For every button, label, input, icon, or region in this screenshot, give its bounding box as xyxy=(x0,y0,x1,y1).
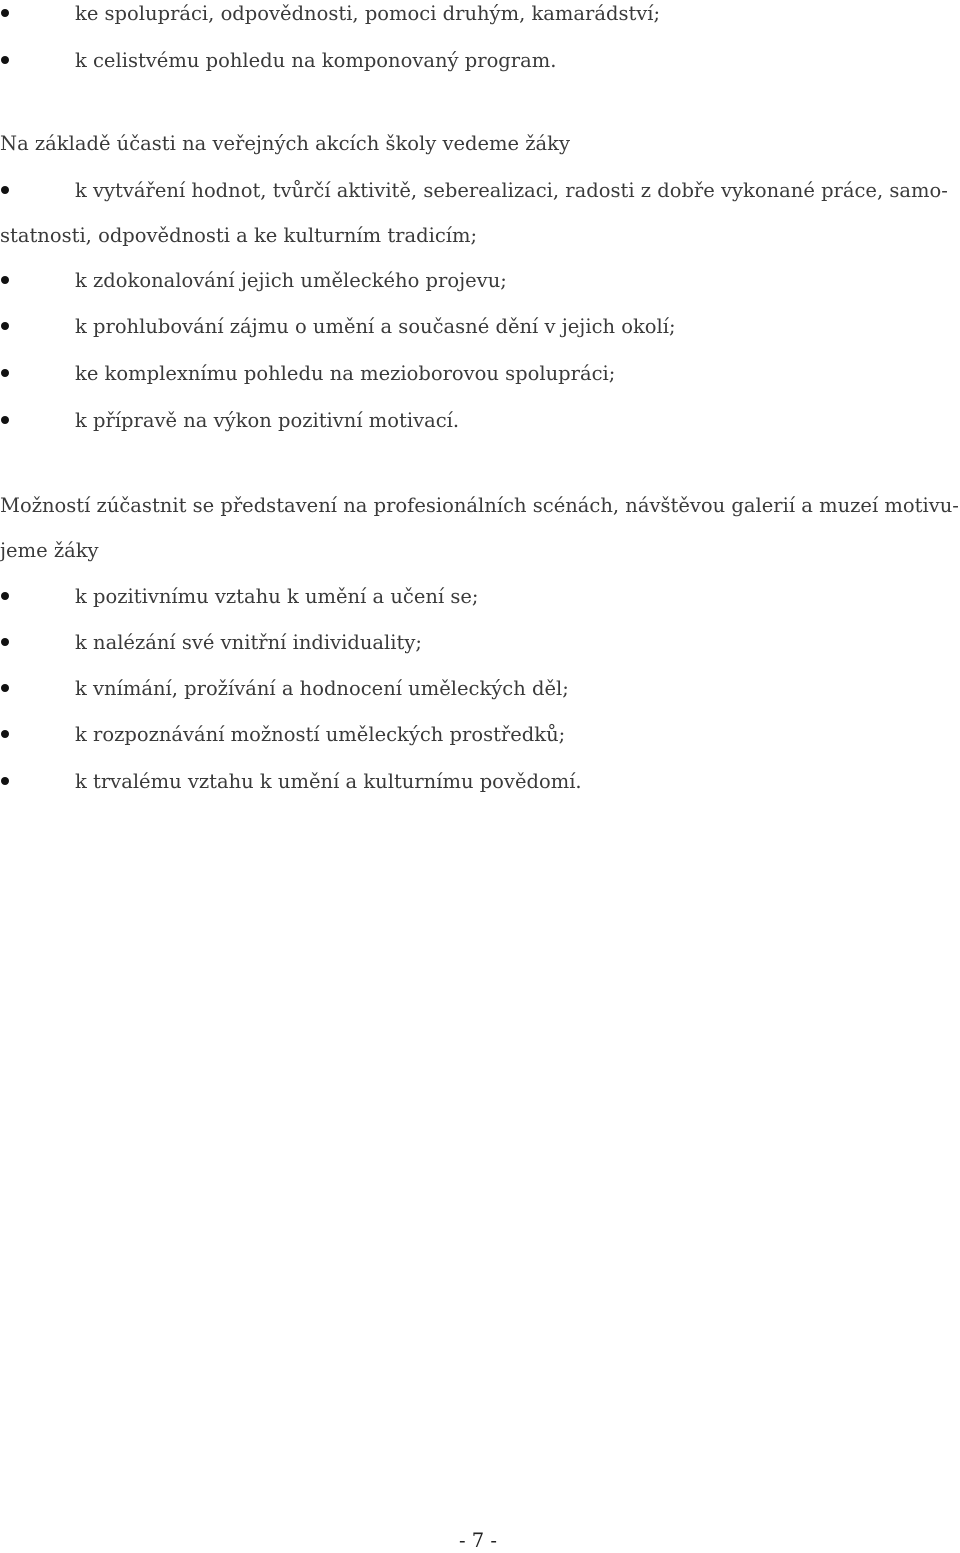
list-item xyxy=(0,585,960,609)
list-item-text: k trvalému vztahu k umění a kulturnímu povědomí. xyxy=(75,770,582,793)
bullet-icon xyxy=(1,684,9,692)
list-item xyxy=(0,179,960,203)
list-item-text: k nalézání své vnitřní individuality; xyxy=(75,631,422,654)
bullet-icon xyxy=(1,730,9,738)
list-item-text: k přípravě na výkon pozitivní motivací. xyxy=(75,409,460,432)
list-item-text: ke spolupráci, odpovědnosti, pomoci druhým, kamarádství; xyxy=(75,2,661,25)
list-item-text: k zdokonalování jejich uměleckého projevu; xyxy=(75,269,507,292)
list-item-text: k prohlubování zájmu o umění a současné dění v jejich okolí; xyxy=(75,315,676,338)
bullet-icon xyxy=(1,56,9,64)
list-item xyxy=(0,723,960,747)
paragraph-intro-public-events: Na základě účasti na veřejných akcích školy vedeme žáky xyxy=(0,132,571,155)
paragraph-intro-performances: Možností zúčastnit se představení na profesionálních scénách, návštěvou galerií a muzeí motivu- xyxy=(0,494,959,517)
bullet-icon xyxy=(1,369,9,377)
bullet-icon xyxy=(1,777,9,785)
list-item xyxy=(0,49,960,73)
bullet-icon xyxy=(1,592,9,600)
list-item xyxy=(0,770,960,794)
list-item-text: k vnímání, prožívání a hodnocení uměleckých děl; xyxy=(75,677,569,700)
paragraph-intro-performances-continuation: jeme žáky xyxy=(0,539,99,562)
list-item-text: k pozitivnímu vztahu k umění a učení se; xyxy=(75,585,479,608)
list-item-text: ke komplexnímu pohledu na mezioborovou spolupráci; xyxy=(75,362,616,385)
bullet-icon xyxy=(1,638,9,646)
bullet-icon xyxy=(1,9,9,17)
bullet-icon xyxy=(1,322,9,330)
list-item xyxy=(0,315,960,339)
list-item xyxy=(0,409,960,433)
list-item xyxy=(0,269,960,293)
list-item-continuation: statnosti, odpovědnosti a ke kulturním tradicím; xyxy=(0,224,478,247)
list-item xyxy=(0,2,960,26)
list-item-text: k celistvému pohledu na komponovaný program. xyxy=(75,49,557,72)
list-item xyxy=(0,631,960,655)
page-number: - 7 - xyxy=(459,1529,497,1552)
list-item-text: k rozpoznávání možností uměleckých prostředků; xyxy=(75,723,566,746)
bullet-icon xyxy=(1,276,9,284)
bullet-icon xyxy=(1,186,9,194)
bullet-icon xyxy=(1,416,9,424)
list-item-text: k vytváření hodnot, tvůrčí aktivitě, seberealizaci, radosti z dobře vykonané práce, samo- xyxy=(75,179,948,202)
list-item xyxy=(0,677,960,701)
list-item xyxy=(0,362,960,386)
